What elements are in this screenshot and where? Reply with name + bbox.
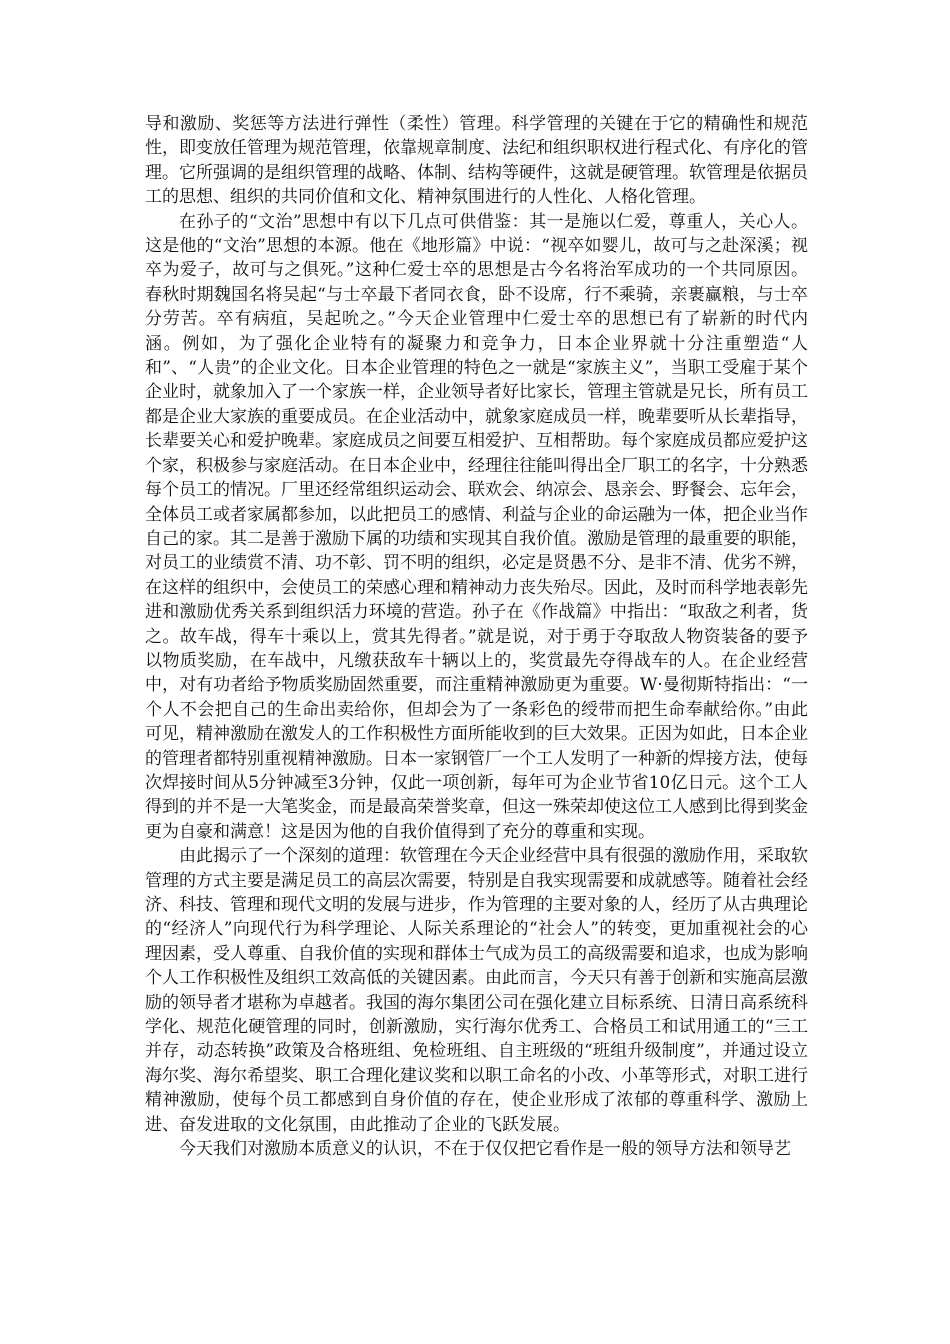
paragraph-continued: 导和激励、奖惩等方法进行弹性（柔性）管理。科学管理的关键在于它的精确性和规范性，即变放任管理为规范管理，依靠规章制度、法纪和组织职权进行程式化、有序化的管理。它所强调的是组织管理的战略、体制、结构等硬件，这就是硬管理。软管理是依据员工的思想、组织的共同价值和文化、精神氛围进行的人性化、人格化管理。 — [145, 114, 808, 208]
paragraph-sunzi-wenzhi: 在孙子的“文治”思想中有以下几点可供借鉴：其一是施以仁爱，尊重人，关心人。这是他的“文治”思想的本源。他在《地形篇》中说：“视卒如婴儿，故可与之赴深溪；视卒为爱子，故可与之俱死。”这种仁爱士卒的思想是古今名将治军成功的一个共同原因。春秋时期魏国名将吴起“与士卒最下者同衣食，卧不设席，行不乘骑，亲裹赢粮，与士卒分劳苦。卒有病疽，吴起吮之。”今天企业管理中仁爱士卒的思想已有了崭新的时代内涵。例如，为了强化企业特有的凝聚力和竞争力，日本企业界就十分注重塑造“人和”、“人贵”的企业文化。日本企业管理的特色之一就是“家族主义”，当职工受雇于某个企业时，就象加入了一个家族一样，企业领导者好比家长，管理主管就是兄长，所有员工都是企业大家族的重要成员。在企业活动中，就象家庭成员一样，晚辈要听从长辈指导，长辈要关心和爱护晚辈。家庭成员之间要互相爱护、互相帮助。每个家庭成员都应爱护这个家，积极参与家庭活动。在日本企业中，经理往往能叫得出全厂职工的名字，十分熟悉每个员工的情况。厂里还经常组织运动会、联欢会、纳凉会、恳亲会、野餐会、忘年会，全体员工或者家属都参加，以此把员工的感情、利益与企业的命运融为一体，把企业当作自己的家。其二是善于激励下属的功绩和实现其自我价值。激励是管理的最重要的职能，对员工的业绩赏不清、功不彰、罚不明的组织，必定是贤愚不分、是非不清、优劣不辨，在这样的组织中，会使员工的荣感心理和精神动力丧失殆尽。因此，及时而科学地表彰先进和激励优秀关系到组织活力环境的营造。孙子在《作战篇》中指出：“取敌之利者，货之。故车战，得车十乘以上，赏其先得者。”就是说，对于勇于夺取敌人物资装备的要予以物质奖励，在车战中，凡缴获敌车十辆以上的，奖赏最先夺得战车的人。在企业经营中，对有功者给予物质奖励固然重要，而注重精神激励更为重要。W·曼彻斯特指出：“一个人不会把自己的生命出卖给你，但却会为了一条彩色的绶带而把生命奉献给你。”由此可见，精神激励在激发人的工作积极性方面所能收到的巨大效果。正因为如此，日本企业的管理者都特别重视精神激励。日本一家钢管厂一个工人发明了一种新的焊接方法，使每次焊接时间从5分钟减至3分钟，仅此一项创新，每年可为企业节省10亿日元。这个工人得到的并不是一大笔奖金，而是最高荣誉奖章，但这一殊荣却使这位工人感到比得到奖金更为自豪和满意！这是因为他的自我价值得到了充分的尊重和实现。 — [145, 211, 808, 842]
paragraph-soft-management: 由此揭示了一个深刻的道理：软管理在今天企业经营中具有很强的激励作用，采取软管理的方式主要是满足员工的高层次需要，特别是自我实现需要和成就感等。随着社会经济、科技、管理和现代文明的发展与进步，作为管理的主要对象的人，经历了从古典理论的“经济人”向现代行为科学理论、人际关系理论的“社会人”的转变，更加重视社会的心理因素，受人尊重、自我价值的实现和群体士气成为员工的高级需要和追求，也成为影响个人工作积极性及组织工效高低的关键因素。由此而言，今天只有善于创新和实施高层激励的领导者才堪称为卓越者。我国的海尔集团公司在强化建立目标系统、日清日高系统科学化、规范化硬管理的同时，创新激励，实行海尔优秀工、合格员工和试用通工的“三工并存，动态转换”政策及合格班组、免检班组、自主班级的“班组升级制度”，并通过设立海尔奖、海尔希望奖、职工合理化建议奖和以职工命名的小改、小革等形式，对职工进行精神激励，使每个员工都感到自身价值的存在，使企业形成了浓郁的尊重科学、激励上进、奋发进取的文化氛围，由此推动了企业的飞跃发展。 — [145, 846, 808, 1135]
paragraph-incentive-essence: 今天我们对激励本质意义的认识，不在于仅仅把它看作是一般的领导方法和领导艺 — [179, 1139, 791, 1160]
body-text — [145, 112, 808, 1161]
